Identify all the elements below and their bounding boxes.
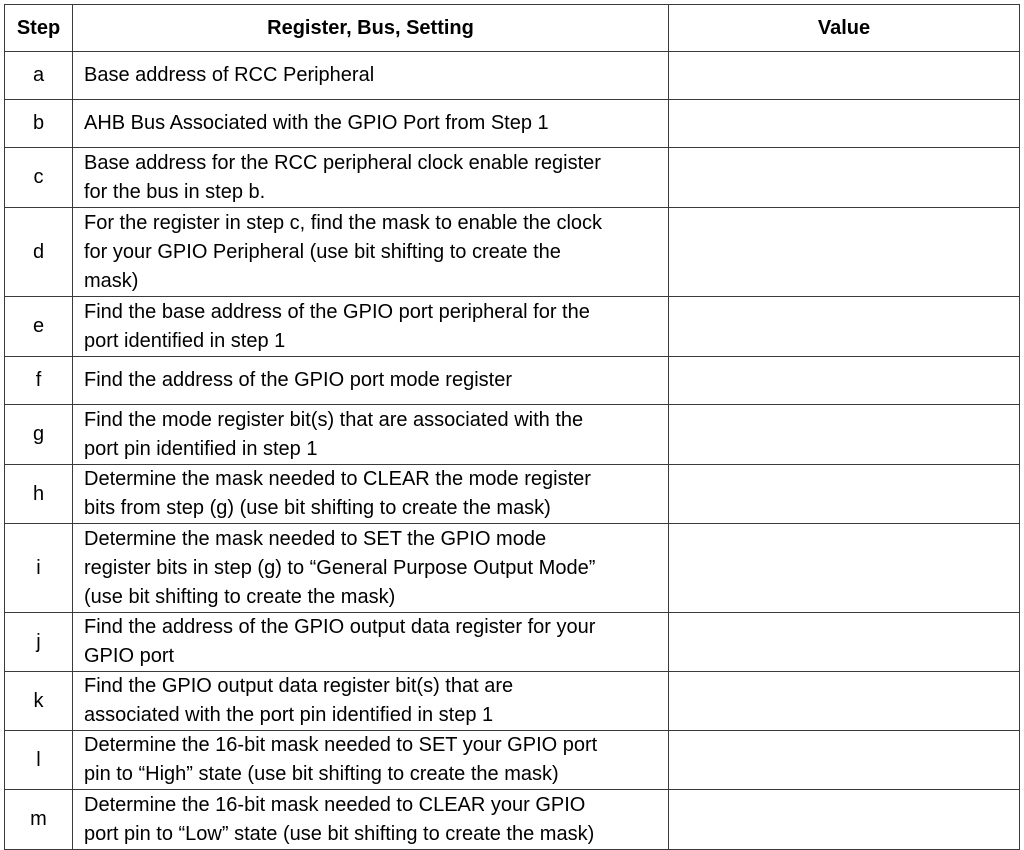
value-cell[interactable]	[669, 405, 1020, 465]
description-line: For the register in step c, find the mask to enable the clock	[84, 211, 603, 234]
table-row	[5, 297, 1020, 357]
value-cell[interactable]	[669, 524, 1020, 613]
register-table-wrapper	[4, 4, 1020, 850]
description-line: port identified in step 1	[84, 329, 286, 352]
table-row	[5, 524, 1020, 613]
description-line: pin to “High” state (use bit shifting to create the mask)	[84, 763, 559, 785]
value-cell[interactable]	[669, 148, 1020, 208]
description-cell	[73, 613, 669, 672]
step-cell: m	[5, 790, 73, 850]
value-cell[interactable]	[669, 465, 1020, 524]
description-line: for your GPIO Peripheral (use bit shifting to create the	[84, 240, 561, 263]
description-line: Find the base address of the GPIO port peripheral for the	[84, 300, 590, 323]
step-cell: j	[5, 613, 73, 672]
table-row	[5, 613, 1020, 672]
header-row	[5, 5, 1020, 52]
description-cell	[73, 148, 669, 208]
value-cell[interactable]	[669, 790, 1020, 850]
description-cell	[73, 208, 669, 297]
description-cell	[73, 465, 669, 524]
description-cell	[73, 405, 669, 465]
table-row	[5, 672, 1020, 731]
step-cell: k	[5, 672, 73, 731]
description-line: Base address for the RCC peripheral clock enable register	[84, 151, 601, 174]
description-cell	[73, 357, 669, 405]
description-line: Find the mode register bit(s) that are associated with the	[84, 408, 584, 431]
table-row	[5, 208, 1020, 297]
step-cell: h	[5, 465, 73, 524]
step-cell: b	[5, 100, 73, 148]
table-row	[5, 405, 1020, 465]
description-line: port pin to “Low” state (use bit shifting to create the mask)	[84, 822, 595, 845]
step-cell: l	[5, 731, 73, 790]
description-line: Base address of RCC Peripheral	[84, 64, 375, 86]
value-cell[interactable]	[669, 208, 1020, 297]
step-cell: c	[5, 148, 73, 208]
description-line: bits from step (g) (use bit shifting to create the mask)	[84, 497, 551, 519]
value-cell[interactable]	[669, 52, 1020, 100]
register-table	[4, 4, 1020, 850]
description-line: for the bus in step b.	[84, 180, 266, 203]
description-cell	[73, 297, 669, 357]
step-cell: f	[5, 357, 73, 405]
description-cell	[73, 52, 669, 100]
description-line: port pin identified in step 1	[84, 437, 318, 460]
description-line: GPIO port	[84, 645, 175, 667]
description-cell	[73, 672, 669, 731]
description-line: (use bit shifting to create the mask)	[84, 585, 396, 608]
description-line: AHB Bus Associated with the GPIO Port from Step 1	[84, 112, 549, 134]
header-value: Value	[669, 5, 1020, 52]
value-cell[interactable]	[669, 613, 1020, 672]
value-cell[interactable]	[669, 672, 1020, 731]
table-row	[5, 465, 1020, 524]
description-cell	[73, 524, 669, 613]
description-cell	[73, 790, 669, 850]
table-body	[5, 52, 1020, 850]
description-line: Determine the 16-bit mask needed to SET your GPIO port	[84, 734, 598, 756]
description-line: Determine the mask needed to SET the GPIO mode	[84, 527, 547, 550]
table-row	[5, 148, 1020, 208]
table-row	[5, 731, 1020, 790]
step-cell: d	[5, 208, 73, 297]
step-cell: a	[5, 52, 73, 100]
step-cell: i	[5, 524, 73, 613]
step-cell: e	[5, 297, 73, 357]
value-cell[interactable]	[669, 297, 1020, 357]
table-row	[5, 52, 1020, 100]
table-row	[5, 100, 1020, 148]
header-step: Step	[5, 5, 73, 52]
step-cell: g	[5, 405, 73, 465]
description-cell	[73, 100, 669, 148]
description-line: associated with the port pin identified in step 1	[84, 704, 494, 726]
description-line: register bits in step (g) to “General Purpose Output Mode”	[84, 556, 596, 579]
value-cell[interactable]	[669, 731, 1020, 790]
description-line: Determine the mask needed to CLEAR the mode register	[84, 468, 591, 490]
table-row	[5, 357, 1020, 405]
description-cell	[73, 731, 669, 790]
value-cell[interactable]	[669, 100, 1020, 148]
table-row	[5, 790, 1020, 850]
description-line: Find the address of the GPIO port mode register	[84, 369, 512, 391]
description-line: Find the address of the GPIO output data register for your	[84, 616, 596, 638]
description-line: Find the GPIO output data register bit(s) that are	[84, 675, 514, 697]
header-register: Register, Bus, Setting	[73, 5, 669, 52]
description-line: mask)	[84, 269, 139, 292]
description-line: Determine the 16-bit mask needed to CLEAR your GPIO	[84, 793, 586, 816]
value-cell[interactable]	[669, 357, 1020, 405]
